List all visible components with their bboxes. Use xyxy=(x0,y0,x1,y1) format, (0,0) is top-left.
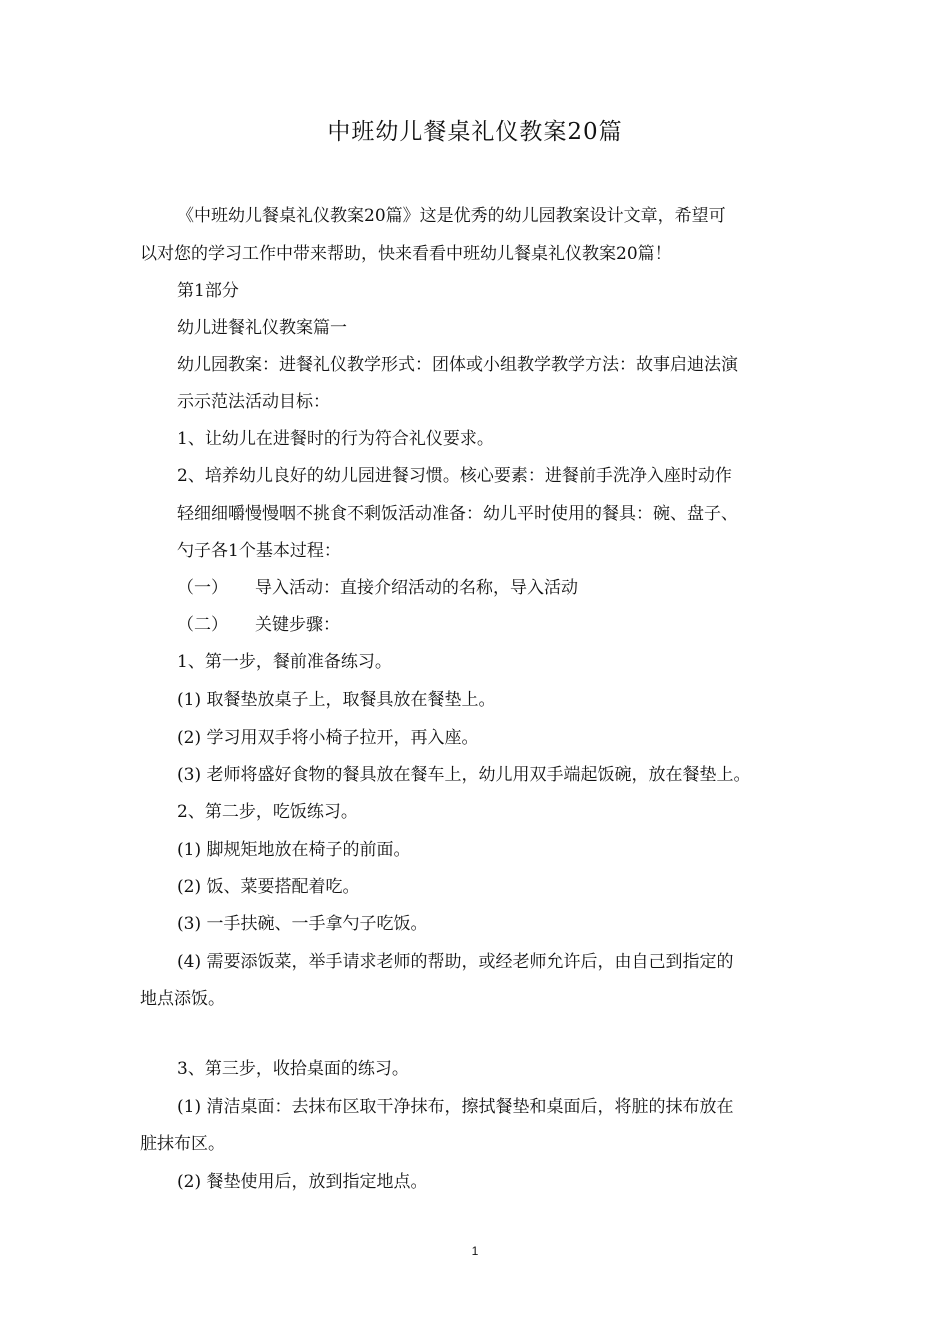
step-item: (3) 老师将盛好食物的餐具放在餐车上，幼儿用双手端起饭碗，放在餐垫上。 xyxy=(177,765,751,785)
step-item-continued: 地点添饭。 xyxy=(140,989,225,1009)
intro-line-1: 《中班幼儿餐桌礼仪教案20篇》这是优秀的幼儿园教案设计文章，希望可 xyxy=(177,206,726,226)
paragraph-line: 轻细细嚼慢慢咽不挑食不剩饭活动准备：幼儿平时使用的餐具：碗、盘子、 xyxy=(177,504,738,524)
step-item: (2) 学习用双手将小椅子拉开，再入座。 xyxy=(177,728,479,748)
step-item: (4) 需要添饭菜，举手请求老师的帮助，或经老师允许后，由自己到指定的 xyxy=(177,952,734,972)
step-item-continued: 脏抹布区。 xyxy=(140,1134,225,1154)
page-number: 1 xyxy=(471,1244,479,1258)
step-item: (1) 脚规矩地放在椅子的前面。 xyxy=(177,840,411,860)
outline-text: 关键步骤： xyxy=(255,615,340,635)
paragraph-line: 勺子各1个基本过程： xyxy=(177,541,341,561)
outline-number: （一） xyxy=(177,578,228,598)
goal-item: 2、培养幼儿良好的幼儿园进餐习惯。核心要素：进餐前手洗净入座时动作 xyxy=(177,466,732,486)
outline-text: 导入活动：直接介绍活动的名称，导入活动 xyxy=(255,578,578,598)
paragraph-line: 示示范法活动目标： xyxy=(177,392,330,412)
step-item: (2) 餐垫使用后，放到指定地点。 xyxy=(177,1172,428,1192)
step-item: (1) 取餐垫放桌子上，取餐具放在餐垫上。 xyxy=(177,690,496,710)
intro-line-2: 以对您的学习工作中带来帮助，快来看看中班幼儿餐桌礼仪教案20篇！ xyxy=(140,244,672,264)
paragraph-line: 幼儿园教案：进餐礼仪教学形式：团体或小组教学教学方法：故事启迪法演 xyxy=(177,355,738,375)
step-item: (2) 饭、菜要搭配着吃。 xyxy=(177,877,360,897)
part-label: 第1部分 xyxy=(177,281,239,301)
step-item: (3) 一手扶碗、一手拿勺子吃饭。 xyxy=(177,914,428,934)
step-heading: 2、第二步，吃饭练习。 xyxy=(177,802,358,822)
outline-item xyxy=(177,614,340,636)
outline-number: （二） xyxy=(177,615,228,635)
section-heading: 幼儿进餐礼仪教案篇一 xyxy=(177,318,347,338)
step-heading: 1、第一步，餐前准备练习。 xyxy=(177,652,392,672)
goal-item: 1、让幼儿在进餐时的行为符合礼仪要求。 xyxy=(177,429,494,449)
step-item: (1) 清洁桌面：去抹布区取干净抹布，擦拭餐垫和桌面后，将脏的抹布放在 xyxy=(177,1097,734,1117)
document-title: 中班幼儿餐桌礼仪教案20篇 xyxy=(327,119,623,145)
step-heading: 3、第三步，收拾桌面的练习。 xyxy=(177,1059,409,1079)
outline-item xyxy=(177,577,578,599)
